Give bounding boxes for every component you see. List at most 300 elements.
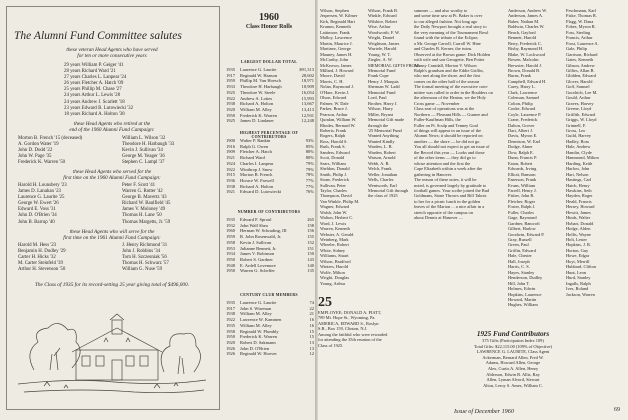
class-notes-line: You all should not expect to get an issue of (414, 144, 490, 150)
contributors-line: Alex, Curtis A. Allen, Henry (487, 365, 539, 371)
retired-head-agent: Theodore H. Harbaugh '33 (122, 142, 175, 148)
honor-cell: 1921 (226, 155, 235, 161)
contributor-name: Beach, Gaylord (508, 29, 536, 35)
honor-cell: Richard Ward (240, 155, 265, 161)
name-column-a (320, 8, 366, 294)
contributor-name: Welch, Frank (368, 166, 392, 172)
class-notes-line: Fuller on Pt. Sculp and Tenney Goal (414, 122, 478, 128)
honor-cell: 1922 (226, 317, 235, 323)
contributor-name: Gibson, Andrew (566, 62, 595, 68)
honor-cell: 16 (309, 317, 314, 323)
honor-cell: Charles I. Lanpear (240, 160, 274, 166)
honor-section-rows (226, 217, 314, 274)
retired-head-agent: John W. Page '35 (18, 154, 52, 160)
honor-cell: John S. Wiseman (240, 305, 272, 311)
honor-cell: 156 (307, 228, 314, 234)
honor-cell: Phillip M. Van Hoesch (240, 78, 281, 84)
honor-cell: 12 (309, 351, 314, 357)
honor-cell: 79% (305, 166, 314, 172)
honor-subtitle: Class Honor Rolls (245, 24, 293, 30)
honor-cell: Lawrence W. Kammen (240, 317, 282, 323)
first-time-head-agent: Edward E. Voss '31 (18, 207, 56, 213)
honor-cell: 1959 (226, 78, 235, 84)
veteran-head-agent: 28 years Richard Ward '21 (64, 69, 116, 75)
contributor-name: Cooke, Edward (508, 106, 536, 112)
contributor-name: Garrison, Richard (566, 51, 598, 57)
class-notes-line: football games. Your scribe joined the Bud (414, 187, 490, 193)
contributor-name: Howe, Edgar (566, 253, 590, 259)
incoming-head-agent: William G. Nuse '59 (122, 267, 163, 273)
class-notes-line: whose attention and the first the (414, 160, 471, 166)
contributor-name: Jackson, Warren (566, 291, 595, 297)
honor-cell: $91,313 (299, 67, 314, 72)
retired-head-agent: Stephen C. Lampl '37 (122, 160, 165, 166)
contributor-name: Winters, Harold (320, 264, 349, 270)
honor-cell: 1936 (226, 177, 235, 183)
incoming-head-agent: Carter H. Hicks '32 (18, 255, 56, 261)
contributor-name: Griggs, W. Lloyd (566, 117, 597, 123)
honor-cell: 1920 (226, 339, 235, 345)
class-notes-line: comes on the other half of the season (414, 78, 480, 84)
contributors-title: 1925 Fund Contributors (476, 330, 550, 338)
class-notes-line: of the other items — they did go to (414, 155, 476, 161)
contributor-name: Wilson, Frank B. (368, 8, 399, 13)
honor-cell: 158 (307, 222, 314, 228)
retired-head-agent: Morton B. French '15 (deceased) (18, 136, 83, 141)
will-serve-col-1 (18, 243, 66, 273)
contributor-name: Weinberg, Mark (320, 237, 349, 243)
contributor-name: Ross, Harold S. (320, 138, 348, 144)
contributor-name: Brother, Harry J. (368, 100, 398, 106)
contributor-name: Wright, Douglas (320, 275, 350, 281)
contributor-name: Goodwin, Edward P. (508, 231, 545, 237)
contributor-name: Walton, Herbert C. (320, 215, 354, 221)
first-time-head-agent: Harold H. Lounsbery '23 (18, 183, 67, 188)
honor-cell: Theodore H. Harbaugh (240, 84, 282, 90)
contributor-name: Rhodes, Bernard W. (320, 122, 356, 128)
contributor-name: Gilbert, Harlow (508, 226, 536, 232)
veteran-head-agent: 24 years Arthur L. Lewis '28 (64, 93, 121, 99)
first-time-head-agent: Richard W. Baulfield '45 (122, 201, 171, 207)
retired-head-agent: John D. Dodd '22 (18, 148, 53, 154)
honor-cell: 1938 (226, 101, 235, 107)
class-notes-line: Among the faithful who were rewarded (318, 331, 388, 337)
contributor-name: Gould, Arthur (566, 95, 591, 101)
honor-cell: 1953 (226, 245, 235, 251)
class-notes-line: Class seat of operations was at the (414, 106, 475, 112)
contributor-name: Watson, Arnold (368, 155, 396, 161)
honor-cell: 1935 (226, 300, 235, 305)
contributors-line: 375 Gifts (Participation Index 109) (482, 338, 544, 343)
contributor-name: Wright, Daniel (368, 35, 395, 41)
contributor-name: Wise, Arthur (368, 24, 391, 30)
honor-cell: Herman W. Schrading, III (240, 228, 287, 234)
contributor-name: Parker, Bruce J. (320, 106, 348, 112)
honor-cell: John Wall Shea (240, 222, 268, 228)
honor-cell: 1922 (226, 95, 235, 101)
contributor-name: Memorial Fund (368, 67, 396, 73)
veteran-head-agent: 29 years William P. Geiger '41 (64, 63, 124, 68)
record-total-line: The Class of 1935 for its record-setting 25 year giving total of $496,000. (34, 282, 190, 288)
contributor-name: Woodworth, F. W. (368, 29, 400, 35)
contributor-name: Dalton, Grover (508, 122, 535, 128)
contributor-name: Lord, Paul (368, 95, 387, 101)
honor-cell: 22 (309, 305, 314, 311)
honor-section-rows (226, 300, 314, 357)
contributor-name: McKeown, James (320, 62, 352, 68)
retired-intro: these Head Agents who retired at the end of the 1960 Alumni Fund Campaign: (69, 121, 155, 134)
class-notes-line: leaves of the Marion ... a nice affair in a (414, 204, 485, 210)
honor-cell: 1900 (226, 138, 235, 143)
honor-cell: William M. Alley (240, 311, 272, 317)
fund-contributors-block (466, 330, 560, 388)
incoming-head-agent: John J. Robbins '34 (122, 249, 161, 255)
contributor-name: Goodrich, Lee M. (566, 89, 598, 95)
veteran-head-agent: 18 years Richard A. Holton '38 (64, 111, 125, 117)
honor-cell: 265 (307, 217, 314, 222)
class-notes-line: Goldmans, Stone Throws and Bill Tabots (414, 193, 487, 199)
honor-cell: Richard A. Holton (240, 101, 274, 107)
honor-section-title: LARGEST DOLLAR TOTAL (240, 60, 298, 64)
contributor-name: Baker, Nathan M. (508, 18, 540, 24)
contributor-name: Miller, Bryant (368, 111, 393, 117)
class-notes-line: with wife and son Georgette, Ben Potter (414, 57, 485, 63)
contributor-name: Webster, A. Gerald (320, 231, 354, 237)
retired-col-2 (122, 136, 174, 166)
class-notes-line: to her for a picnic lunch in the golden (414, 198, 481, 204)
honor-cell: 1933 (226, 84, 235, 90)
first-time-head-agent: Warren G. Rotter '42 (122, 189, 163, 195)
contributor-name: Sherman W. Ladd (368, 84, 400, 90)
contributor-name: Dodge, Abner (508, 144, 533, 150)
contributor-name: Ziegler, A. W. (368, 57, 393, 63)
contributor-name: Quinlan, William W. (320, 117, 357, 123)
honor-cell: R. John Rosenwald, Jr. (240, 234, 282, 240)
contributor-name: Hayes, Stanley (508, 269, 535, 275)
veteran-head-agent: 24 years Andrew J. Scarlett '18 (64, 99, 125, 105)
contributor-name: Mauney, James H. (320, 51, 353, 57)
honor-cell: 12,248 (301, 118, 314, 124)
contributor-name: Olson, Edward (320, 95, 347, 101)
contributor-name: Howard, Martin (508, 297, 537, 303)
class-notes-line: the very meaning of the Tournament Bowl (414, 29, 489, 35)
contributor-name: Palmer, W. Dale (320, 100, 349, 106)
contributor-name: Memorial Fund (368, 89, 396, 95)
honor-cell: 15,993 (301, 95, 314, 101)
contributor-name: Hawkins, Seth (566, 187, 592, 193)
honor-cell: 1938 (226, 183, 235, 189)
contributor-name: Holmes, Edwin (508, 286, 536, 292)
contributor-name: Hammond, Milton (566, 155, 599, 161)
contributor-name: Martinez, George (320, 46, 351, 52)
contributor-name: Carey, Harry L. (508, 84, 536, 90)
honor-cell: 151 (307, 245, 314, 251)
contributor-name: Young, W. T. (368, 51, 391, 57)
honor-cell: John D. O'Brien (240, 345, 270, 351)
first-time-head-agent: Thomas H. Lane '50 (122, 213, 162, 219)
contributors-line: Adams, Howard Allen, George (485, 360, 541, 366)
contributor-name: Nolan, Raymond J. (320, 84, 354, 90)
class-notes-column-1 (414, 8, 506, 332)
honor-cell: 80% (305, 155, 314, 161)
contributor-name: Roberts, Frank (320, 127, 347, 133)
honor-cell: Andrew A. Lottes (240, 95, 273, 101)
honor-cell: William M. Alley (240, 322, 272, 328)
honor-cell: Frederick K. Warren (240, 112, 277, 118)
contributor-name: Gates, Kenneth (566, 57, 594, 63)
honor-cell: 1917 (226, 72, 235, 78)
class-notes-line: Cape Elizabeth within a week after the (414, 166, 483, 172)
contributor-name: Wentworth, Earl (368, 182, 397, 188)
contributor-name: Holt, Lester (566, 237, 587, 243)
class-notes-line: Ralph's grandson and the Eddie Griffin, (414, 67, 484, 73)
honor-cell: Kevin J. Sullivan (240, 239, 272, 245)
first-time-head-agent: John B. Barrup '40 (18, 219, 55, 225)
contributor-name: Griffith, Edward (566, 111, 596, 117)
honor-cell: Frederick K. Warren (240, 334, 277, 340)
contributor-name: Sanders, Edward (320, 149, 350, 155)
honor-cell: 85% (305, 143, 314, 149)
contributor-name: Wilson, Stephen (320, 8, 349, 13)
contributor-name: Anderson, Andrew W. (508, 8, 548, 13)
contributor-name: Berry, Frederick C. (508, 40, 542, 46)
honor-cell: 1935 (226, 322, 235, 328)
honor-cell: 13 (309, 339, 314, 345)
retired-col-1 (18, 136, 82, 166)
class-notes-line: Cross game — November (414, 100, 460, 106)
class-notes-line: who met along the shore, and the first (414, 73, 481, 79)
contributor-name: Campbell, Edward H. (508, 78, 547, 84)
contributor-name: Ingalls, Ralph (566, 280, 591, 286)
honor-cell: 93% (305, 138, 314, 143)
contributor-name: Evans, William (508, 182, 536, 188)
retired-head-agent: Kevin J. Sullivan '34 (122, 148, 163, 154)
contributor-name: Wanted Kindly (368, 138, 395, 144)
honor-cell: 1938 (226, 311, 235, 317)
contributor-name: Harlow, John (566, 166, 590, 172)
contributor-name: Frost, Laurence A. (566, 40, 599, 46)
salutes-title: The Alumni Fund Committee salutes (14, 30, 182, 42)
contributors-line: LAWRENCE G. LAURITE, Class Agent (476, 349, 550, 355)
contributor-name: Hoyt, Merrill (566, 258, 590, 264)
honor-cell: Reginald W. Hanson (240, 72, 278, 78)
contributor-name: Moore, David (320, 73, 345, 79)
contributor-name: Jespersen, W. Kilmer (320, 13, 358, 19)
honor-cell: Edward F. Sproul (240, 217, 272, 222)
honor-cell: 18,909 (301, 84, 314, 90)
contributor-name: Memorial Gift through (368, 187, 409, 193)
first-time-head-agent: James D. Lanahan '23 (18, 189, 61, 195)
first-time-head-agent: John D. O'Brien '34 (18, 213, 57, 219)
contributors-line: Total Gifts: $22,115.00 (109% of Objective) (474, 343, 552, 349)
honor-cell: 1932 (226, 222, 235, 228)
contributor-name: Grinnell, F. (566, 122, 587, 128)
honor-cell: 1960 (226, 228, 235, 234)
first-time-head-agent: James V. Moloney '49 (122, 207, 166, 213)
honor-cell: Warren G. Scheffer (240, 268, 275, 274)
contributor-name: Stone, Frederick (320, 177, 350, 183)
contributor-name: Bowen, Malcolm (508, 57, 539, 63)
contributor-name: Wilson, Harry (368, 106, 393, 112)
incoming-head-agent: Arthur H. Stevenson '50 (18, 267, 66, 273)
honor-cell: Robert D. Sakmann (240, 339, 276, 345)
honor-cell: 1959 (226, 234, 235, 240)
contributor-name: Fletcher, Roger (508, 198, 536, 204)
contributors-lines (466, 338, 560, 388)
contributor-name: Colton, Philip (508, 100, 533, 106)
honor-cell: William M. Alley (240, 106, 272, 112)
honor-cell: 1935 (226, 217, 235, 222)
veteran-head-agent: 27 years Charles L. Lanpear '24 (64, 75, 127, 81)
contributor-name: Hersey, Howard (566, 204, 595, 210)
honor-cell: 143 (307, 256, 314, 262)
contributor-name: Weller, Jonathan (368, 171, 398, 177)
honor-cell: 150 (307, 251, 314, 257)
contributor-name: Hinds, Walter (566, 215, 591, 221)
honor-cell: 12,931 (301, 112, 314, 118)
honor-cell: 152 (307, 239, 314, 245)
class-notes-line: AMERICA, EDWARD S., Roslyn (318, 320, 379, 326)
contributor-name: Dow, Ralph E. (508, 149, 534, 155)
contributor-name: Gale, Philip (566, 46, 587, 52)
honor-cell: Fletcher A. Hatch (240, 149, 272, 155)
contributor-name: Greene, Lloyd (566, 106, 592, 112)
contributor-name: Ives, Roland (566, 286, 589, 292)
class-notes-line: Fuller-Kauffman Hills, the (414, 117, 461, 123)
class-notes-line: the afternoon of the Heaton, we the Holy (414, 95, 486, 101)
contributor-name: Crane, Frederick (508, 117, 538, 123)
honor-cell: 1950 (226, 268, 235, 274)
first-time-col-1 (18, 183, 67, 226)
contributor-name: Eaton, Robert (508, 160, 533, 166)
contributor-name: Gross, Leo (566, 127, 586, 133)
contributor-name: Brown, Donald B. (508, 67, 541, 73)
contributor-name: Gray, Russell (508, 237, 532, 243)
honor-cell: 13,413 (301, 106, 314, 112)
class-notes-line: stretch opposite of the campus on (414, 209, 473, 215)
honor-cell: Julianne Bennett, Jr. (240, 245, 277, 251)
honor-cell: 1926 (226, 345, 235, 351)
class-notes-line: Alumni News; it should be reported on (414, 133, 483, 139)
class-year-heading: 25 (318, 295, 332, 310)
honor-cell: 28,602 (301, 72, 314, 78)
issue-footer: Issue of December 1960 (454, 408, 514, 415)
contributor-name: Smith, Philip J. (320, 171, 348, 177)
class-notes-line: Northern — Pleasant Hills — Gurnee and (414, 111, 488, 117)
name-column-b (368, 8, 420, 294)
incoming-head-agent: Tom H. Szczesniak '56 (122, 255, 167, 261)
contributor-name: Hubbard, Clifton (566, 264, 596, 270)
contributor-name: Sears, William (320, 160, 346, 166)
contributor-name: Millard, J. Howard (320, 67, 354, 73)
retired-head-agent: George M. Yeager '36 (122, 154, 165, 160)
class-notes-line: a Mr. George Carroll, Carroll W. Hine (414, 40, 481, 46)
contributor-name: Frank Cope (368, 73, 389, 79)
contributor-name: Wilshire, Robert (368, 18, 398, 24)
contributor-name: Young, Arthur (320, 280, 346, 286)
contributor-name: Wanted Anything (368, 133, 399, 139)
honor-row (226, 189, 314, 195)
honor-cell: 1934 (226, 251, 235, 257)
honor-cell: 1935 (226, 67, 235, 72)
contributor-name: O'Hare, Kevin J. (320, 89, 350, 95)
contributor-name: Hobart, Donald (566, 220, 594, 226)
contributor-name: Walsh, John W. (320, 209, 348, 215)
honor-row (226, 118, 314, 124)
honor-year: 1960 (259, 12, 279, 23)
contributor-name: Edwards, Irving (508, 166, 537, 172)
honor-cell: Winthrop J. Snow (240, 166, 273, 172)
contributor-name: Warden, L. B. (368, 144, 393, 150)
class-notes-line: gathering in Hanover. (414, 171, 453, 177)
honor-cell: 1950 (226, 112, 235, 118)
contributor-name: Dart, Albert J. (508, 127, 533, 133)
contributor-name: Martin, Maurice J. (320, 40, 353, 46)
honor-cell: Laurence G. Laurite (240, 300, 277, 305)
contributor-name: Fobes, Myron R. (566, 24, 596, 30)
honor-cell: 80% (305, 149, 314, 155)
contributor-name: Graves, Harvey (566, 100, 594, 106)
contributor-name: Hurd, Stanley (566, 275, 591, 281)
first-time-intro: these Head Agents who served for the first time on the 1960 Alumni Fund Campaign: (63, 169, 161, 182)
honor-cell: 77% (305, 183, 314, 189)
contributor-name: Ward, J. Lewis (320, 220, 347, 226)
contributor-name: McCarthy, John (320, 57, 349, 63)
contributor-name: Morris, C. H. (320, 78, 344, 84)
honor-cell: Reginald W. Hoover (240, 351, 277, 357)
first-time-head-agent: Laurence G. Laurite '25 (18, 195, 65, 201)
contributors-line: Allen, Lyman Alvord, Stewart (486, 377, 540, 383)
honor-cell: Morton B. French (240, 172, 273, 178)
class-notes-line: and Charles B. Kerner, the twins. (414, 46, 473, 52)
class-notes-line: 789 Mt. Hope St., Wyoming, Pa. (318, 315, 376, 321)
contributor-name: Dennison, W. Earl (508, 138, 541, 144)
contributor-name: Francis, Arthur (566, 35, 593, 41)
honor-cell: 1920 (226, 106, 235, 112)
incoming-head-agent: M. Carter Steinfeld '39 (18, 261, 63, 267)
honor-cell: 13 (309, 345, 314, 351)
contributor-name: Malloy, Lawrence (320, 35, 352, 41)
contributor-name: Hastings, Carl (566, 177, 592, 183)
contributor-name: Bixby, Raymond H. (508, 46, 544, 52)
contributor-name: Hamlin, Clyde (566, 149, 592, 155)
honor-row (226, 268, 314, 274)
first-time-head-agent: Peter F. Scott '41 (122, 183, 156, 188)
class-notes-line: The reason of these notes, it will be (414, 177, 477, 183)
contributor-name: Foss, Sterling (566, 29, 591, 35)
honor-cell: James D. Lindauer (240, 118, 274, 124)
first-time-col-2 (122, 183, 170, 226)
veterans-list (64, 63, 133, 118)
contributor-name: Gage, Raymond (508, 215, 537, 221)
honor-cell: Theodore W. Steele (240, 89, 276, 95)
incoming-head-agent: Harold M. Hess '23 (18, 243, 57, 248)
contributor-name: Emerson, Frank (508, 177, 537, 183)
contributor-name: Davis, Myron E. (508, 133, 538, 139)
incoming-head-agent: J. Henry Richmond '31 (122, 243, 168, 248)
contributor-name: Fuller, Charles (508, 209, 534, 215)
contributor-name: Goff, Samuel (566, 84, 590, 90)
honor-cell: Walter P. Rankin (240, 138, 271, 143)
contributor-name: Glover, Harold (566, 78, 593, 84)
contributor-name: Sheldon, Donald (320, 166, 350, 172)
contributor-name: White, Sidney (320, 247, 346, 253)
contributor-name: Feschmann, Karl (566, 8, 596, 13)
contributor-name: Kirk, Reginald Hart (320, 18, 355, 24)
honor-cell: 1958 (226, 328, 235, 334)
contributor-name: Burns, Frank (508, 73, 531, 79)
contributor-name: Rogers, Ralph (320, 133, 346, 139)
